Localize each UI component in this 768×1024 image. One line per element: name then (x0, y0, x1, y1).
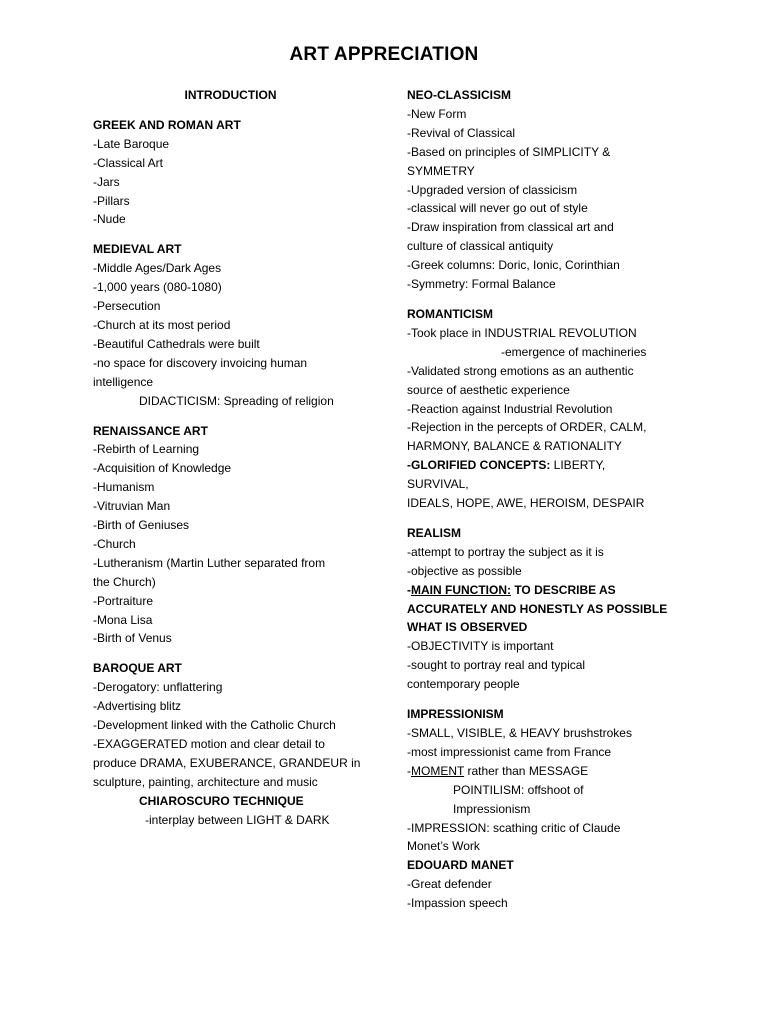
list-item: -Took place in INDUSTRIAL REVOLUTION (407, 325, 637, 340)
list-item: -Late Baroque (93, 136, 170, 151)
list-item: -Rebirth of Learning (93, 442, 200, 457)
list-item: -Birth of Geniuses (93, 518, 190, 533)
list-item: -Beautiful Cathedrals were built (93, 336, 260, 351)
list-item: -Middle Ages/Dark Ages (93, 261, 222, 276)
main-function-label: MAIN FUNCTION: (411, 582, 511, 597)
left-column (93, 86, 368, 830)
list-item: -Based on principles of SIMPLICITY & (407, 144, 611, 159)
didacticism-note: DIDACTICISM: Spreading of religion (139, 393, 334, 408)
list-item: -Mona Lisa (93, 612, 153, 627)
list-item: -Symmetry: Formal Balance (407, 277, 556, 292)
list-item: -Derogatory: unflattering (93, 680, 223, 695)
list-item: contemporary people (407, 677, 520, 692)
list-item: -New Form (407, 106, 467, 121)
glorified-label: -GLORIFIED CONCEPTS: (407, 458, 551, 473)
list-item: Monet’s Work (407, 839, 480, 854)
introduction-heading: INTRODUCTION (184, 88, 277, 102)
list-item: culture of classical antiquity (407, 239, 554, 254)
list-item: -Validated strong emotions as an authentic (407, 363, 634, 378)
greek-roman-heading: GREEK AND ROMAN ART (93, 117, 241, 132)
neo-classicism-heading: NEO-CLASSICISM (407, 88, 512, 102)
page-title: ART APPRECIATION (289, 44, 479, 65)
list-item: -1,000 years (080-1080) (93, 280, 222, 295)
baroque-heading: BAROQUE ART (93, 661, 182, 676)
list-item: -Draw inspiration from classical art and (407, 220, 614, 235)
list-item: -EXAGGERATED motion and clear detail to (93, 737, 325, 751)
list-item: -Humanism (93, 480, 155, 495)
list-item: -Nude (93, 212, 126, 227)
list-item: -Vitruvian Man (93, 499, 171, 514)
glorified-rest: LIBERTY, SURVIVAL, (407, 458, 606, 492)
list-item: sculpture, painting, architecture and music (93, 774, 318, 789)
list-item: -Revival of Classical (407, 125, 516, 140)
edouard-manet-heading: EDOUARD MANET (407, 858, 514, 873)
list-item: -Persecution (93, 299, 161, 314)
moment-dash: - (407, 763, 411, 778)
main-function (407, 581, 669, 600)
list-item: -Lutheranism (Martin Luther separated from (93, 555, 326, 570)
chiaroscuro-heading: CHIAROSCURO TECHNIQUE (139, 793, 304, 808)
list-item: -emergence of machineries (501, 344, 647, 359)
moment-rest: rather than MESSAGE (464, 763, 589, 778)
list-item: WHAT IS OBSERVED (407, 620, 528, 635)
list-item: -attempt to portray the subject as it is (407, 544, 604, 559)
list-item: -OBJECTIVITY is important (407, 639, 554, 654)
list-item: -Upgraded version of classicism (407, 182, 578, 197)
list-item: -Advertising blitz (93, 699, 182, 714)
list-item: -Jars (93, 174, 120, 189)
list-item: -Pillars (93, 193, 130, 208)
romanticism-heading: ROMANTICISM (407, 306, 493, 321)
list-item: -Development linked with the Catholic Church (93, 718, 336, 733)
renaissance-heading: RENAISSANCE ART (93, 423, 208, 438)
list-item: -classical will never go out of style (407, 201, 588, 216)
list-item: -Church (93, 536, 136, 551)
list-item: produce DRAMA, EXUBERANCE, GRANDEUR in (93, 755, 361, 770)
impressionism-heading: IMPRESSIONISM (407, 707, 504, 722)
pointilism-note: POINTILISM: offshoot of (453, 782, 584, 797)
list-item: -SMALL, VISIBLE, & HEAVY brushstrokes (407, 726, 632, 740)
list-item: HARMONY, BALANCE & RATIONALITY (407, 439, 622, 454)
list-item: -most impressionist came from France (407, 744, 612, 759)
list-item: -Acquisition of Knowledge (93, 461, 232, 476)
list-item: -Great defender (407, 877, 492, 892)
list-item: -Birth of Venus (93, 631, 172, 646)
interplay-note: -interplay between LIGHT & DARK (145, 812, 330, 827)
medieval-heading: MEDIEVAL ART (93, 242, 182, 257)
pointilism-note-cont: Impressionism (453, 801, 531, 816)
glorified-concepts (407, 456, 669, 494)
moment-word: MOMENT (411, 763, 465, 778)
list-item: SYMMETRY (407, 163, 475, 178)
right-column (407, 86, 669, 913)
list-item: -Greek columns: Doric, Ionic, Corinthian (407, 258, 620, 273)
realism-heading: REALISM (407, 525, 461, 540)
list-item: -Portraiture (93, 593, 154, 608)
list-item: -no space for discovery invoicing human (93, 355, 308, 370)
list-item: intelligence (93, 374, 154, 389)
main-dash: - (407, 582, 411, 597)
list-item: -Church at its most period (93, 317, 231, 332)
list-item: -Classical Art (93, 155, 164, 170)
list-item: -sought to portray real and typical (407, 658, 586, 673)
list-item: -Impassion speech (407, 896, 508, 911)
list-item: -IMPRESSION: scathing critic of Claude (407, 820, 621, 835)
list-item: IDEALS, HOPE, AWE, HEROISM, DESPAIR (407, 496, 645, 511)
list-item: -objective as possible (407, 563, 522, 578)
list-item: source of aesthetic experience (407, 382, 570, 397)
list-item: -Rejection in the percepts of ORDER, CALM, (407, 420, 647, 435)
list-item: -Reaction against Industrial Revolution (407, 401, 613, 416)
main-function-rest: TO DESCRIBE AS (510, 582, 616, 597)
moment-item (407, 762, 669, 781)
list-item: the Church) (93, 574, 156, 589)
list-item: ACCURATELY AND HONESTLY AS POSSIBLE (407, 601, 668, 616)
